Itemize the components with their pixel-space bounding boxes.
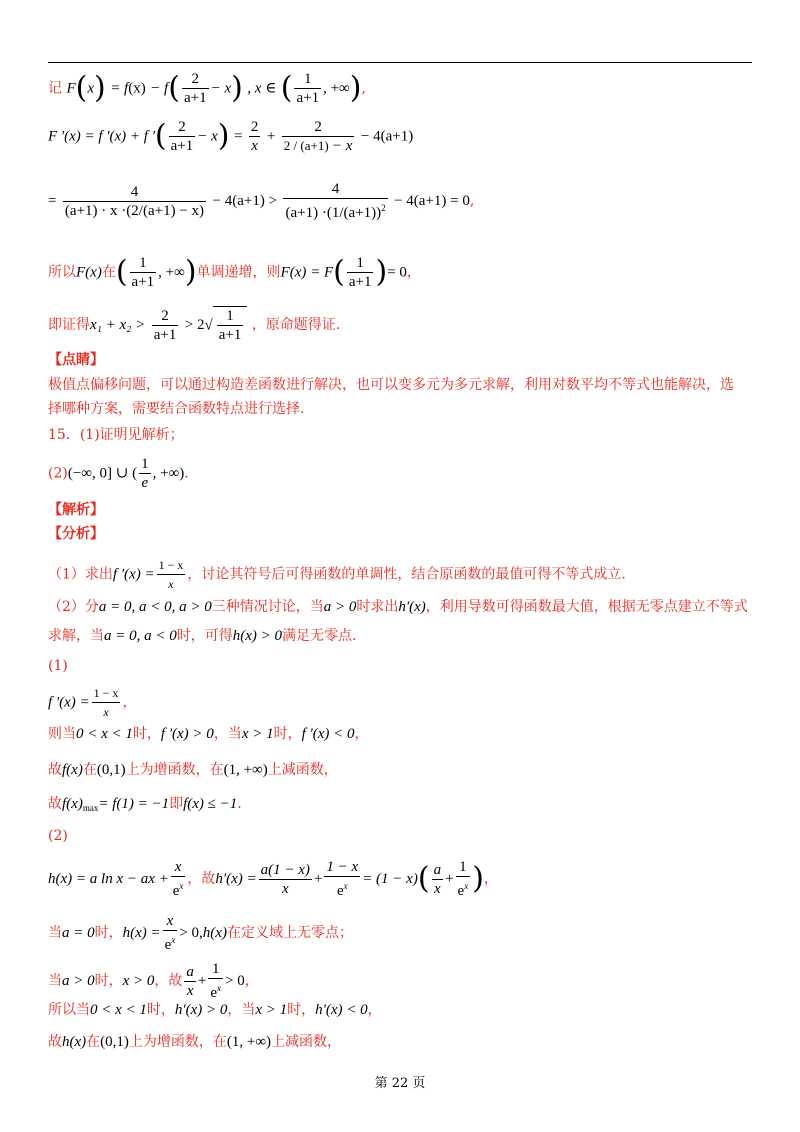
fraction: $\frac{1 - x}{x}$: [158, 558, 184, 591]
fraction: $\frac{1}{a+1}$: [131, 255, 155, 290]
fenxi-part-1: （1）求出f '(x) = $\frac{1 - x}{x}$ ，讨论其符号后可得函数的单调性，结合原函数的最值可得不等式成立.: [48, 558, 626, 591]
fraction: $\frac{1}{e^x}$: [457, 859, 469, 899]
page-footer: 第 22 页: [374, 1076, 426, 1091]
math-Fprime: F '(x) = f '(x) + f ': [48, 128, 155, 145]
p1-monotonic: 故f(x)在(0,1)上为增函数，在(1, +∞)上减函数，: [48, 762, 338, 778]
fraction: $\frac{4}{(a+1) \cdot x \cdot(2/(a+1) - x)}$: [64, 183, 205, 219]
dianjing-text-2: 择哪种方案，需要结合函数特点进行选择.: [48, 401, 305, 417]
q15-answer-2: (2)(−∞, 0] ∪ ( $\frac{1}{e}$ , +∞).: [48, 456, 189, 491]
text-ji: 记: [48, 80, 62, 97]
math-minus-f: − f: [150, 80, 169, 97]
fraction: $\frac{1}{a+1}$: [296, 71, 320, 106]
p2-a-positive: 当a > 0时，x > 0，故 $\frac{a}{x}$ + $\frac{1}{e^x}$ > 0，: [48, 961, 259, 1001]
fraction: $\frac{2}{a+1}$: [153, 307, 177, 343]
q15-answer-1: 15．(1)证明见解析；: [48, 427, 184, 443]
fraction: $\frac{2}{a+1}$: [170, 119, 194, 154]
p1-when: 则当0 < x < 1时，f '(x) > 0，当x > 1时，f '(x) < 0，: [48, 726, 369, 742]
p1-derivative: f '(x) = $\frac{1 - x}{x}$ ，: [48, 686, 137, 719]
fraction: $\frac{a}{x}$: [186, 963, 194, 999]
eq-line-define-F: 记 F(x) = f(x) − f( $\frac{2}{a+1}$ − x) , x ∈ ( $\frac{1}{a+1}$ , +∞),: [48, 70, 366, 106]
p2-h-derivative: h(x) = a ln x − ax + $\frac{x}{e^x}$ ，故h'(x) = $\frac{a(1 - x)}{x}$ + $\frac{1 - x}{e^x}$ = (1 − x)( $\frac{a}{x}$ + $\frac{1}{e^x}$ )，: [48, 859, 498, 899]
dianjing-text-1: 极值点偏移问题，可以通过构造差函数进行解决，也可以变多元为多元求解，利用对数平均不等式也能解决，选: [48, 377, 734, 393]
part-2-label: (2): [48, 828, 68, 844]
fenxi-part-2b: 求解，当a = 0, a < 0时，可得h(x) > 0满足无零点.: [48, 628, 357, 644]
fraction: $\frac{4}{(a+1) \cdot(1/(a+1))^2}$: [285, 181, 386, 221]
text-line-monotonic: 所以F(x)在( $\frac{1}{a+1}$ , +∞)单调递增，则F(x) = F( $\frac{1}{a+1}$ )= 0，: [48, 254, 421, 290]
fenxi-part-2a: （2）分a = 0, a < 0, a > 0三种情况讨论，当a > 0时求出h'(x)，利用导数可得函数最大值，根据无零点建立不等式: [48, 599, 748, 615]
fraction: $\frac{x}{e^x}$: [172, 859, 184, 899]
fraction: $\frac{a(1 - x)}{x}$: [260, 861, 310, 897]
math-F: F: [66, 80, 76, 97]
sqrt: √ $\frac{1}{a+1}$: [205, 306, 248, 344]
fraction: $\frac{1}{e^x}$: [210, 961, 222, 1001]
p1-max: 故$f(x)_{max}= f(1) = -1$即f(x) ≤ −1.: [48, 796, 242, 813]
math-x: x: [87, 80, 95, 97]
eq-line-derivative-F: F '(x) = f '(x) + f '( $\frac{2}{a+1}$ − x) = $\frac{2}{x}$ + $\frac{2}{2 / (a+1) - x}$ − 4(a+1): [48, 118, 414, 154]
math-in: , x ∈: [247, 80, 277, 97]
eq-line-inequality: = $\frac{4}{(a+1) \cdot x \cdot(2/(a+1) - x)}$ − 4(a+1) > $\frac{4}{(a+1) \cdot(1/(a+1))^2}$ − 4(a+1) = 0,: [48, 181, 475, 221]
p2-monotonic: 故h(x)在(0,1)上为增函数，在(1, +∞)上减函数，: [48, 1034, 342, 1050]
section-jiexi-heading: 【解析】: [48, 502, 104, 518]
section-fenxi-heading: 【分析】: [48, 526, 104, 542]
fraction: $\frac{1 - x}{x}$: [93, 686, 119, 719]
fraction: $\frac{1}{e}$: [141, 456, 149, 491]
fraction: $\frac{2}{a+1}$: [183, 71, 207, 106]
p2-when: 所以当0 < x < 1时，h'(x) > 0，当x > 1时，h'(x) < 0，: [48, 1002, 382, 1018]
fraction: $\frac{2}{2 / (a+1) - x}$: [283, 119, 353, 154]
text-line-proved: 即证得x₁ + x₂ > $\frac{2}{a+1}$ > 2√ $\frac{1}{a+1}$ ，原命题得证.: [48, 307, 341, 343]
fraction: $\frac{1 - x}{e^x}$: [326, 859, 359, 899]
p2-a-zero: 当a = 0时，h(x) = $\frac{x}{e^x}$ > 0,h(x)在定义域上无零点；: [48, 913, 353, 953]
fraction: $\frac{2}{x}$: [250, 119, 259, 154]
part-1-label: (1): [48, 658, 68, 674]
section-dianjing-heading: 【点睛】: [48, 352, 104, 368]
math-eq: = f: [110, 80, 129, 97]
header-rule: [48, 62, 752, 63]
fraction: $\frac{1}{a+1}$: [348, 255, 372, 290]
fraction: $\frac{a}{x}$: [433, 861, 442, 897]
fraction: $\frac{x}{e^x}$: [164, 913, 176, 953]
